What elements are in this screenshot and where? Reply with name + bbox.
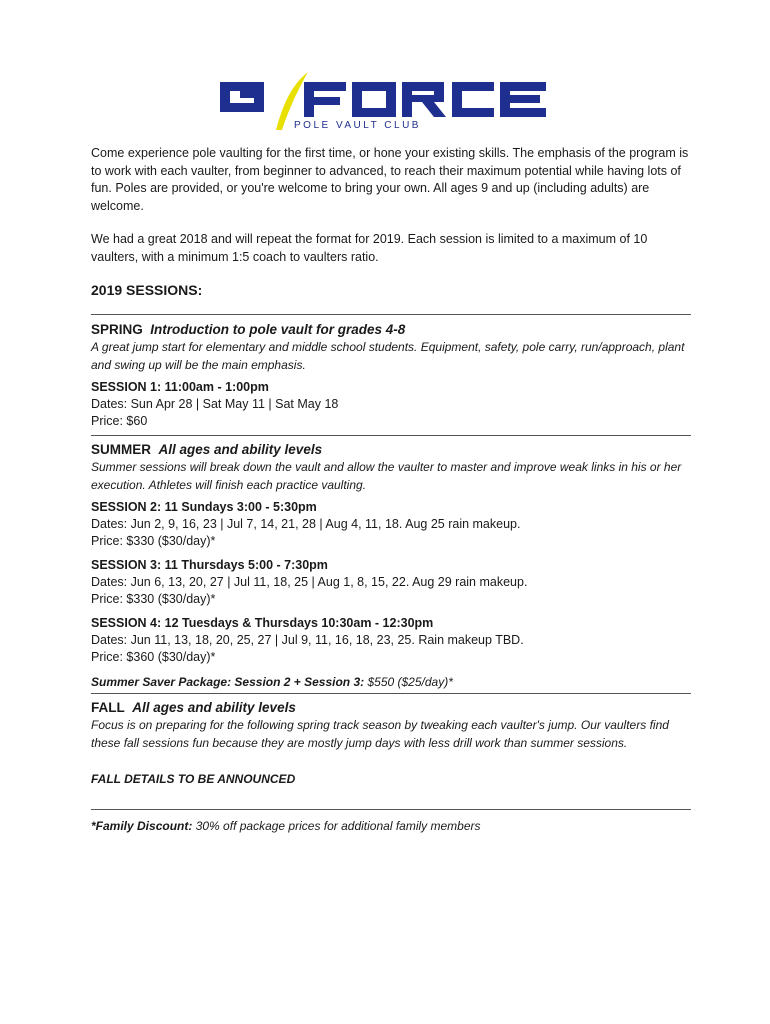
logo-letter-o [352,82,396,117]
gforce-logo [216,68,552,132]
sessions-heading: 2019 SESSIONS: [91,282,203,298]
session-2-price: Price: $330 ($30/day)* [91,534,216,548]
logo-letter-r [402,82,446,117]
summer-description: Summer sessions will break down the vault and allow the vaulter to master and improve weak links in his or her execution. Athletes will finish each practice vaulting. [91,460,682,492]
spring-description: A great jump start for elementary and middle school students. Equipment, safety, pole carry, run/approach, plant and swing up will be the main emphasis. [91,340,685,372]
logo-letter-e [500,82,546,117]
summer-saver-package: Summer Saver Package: Session 2 + Session 3: $550 ($25/day)* [91,675,453,689]
family-discount-note: *Family Discount: 30% off package prices for additional family members [91,819,481,833]
session-4-dates: Dates: Jun 11, 13, 18, 20, 25, 27 | Jul 9, 11, 16, 18, 23, 25. Rain makeup TBD. [91,633,524,647]
logo-letter-f [304,82,346,117]
divider [91,693,691,694]
session-4-title: SESSION 4: 12 Tuesdays & Thursdays 10:30am - 12:30pm [91,616,434,630]
session-2-dates: Dates: Jun 2, 9, 16, 23 | Jul 7, 14, 21, 28 | Aug 4, 11, 18. Aug 25 rain makeup. [91,517,521,531]
intro-paragraph: Come experience pole vaulting for the first time, or hone your existing skills. The emphasis of the program is to work with each vaulter, from beginner to advanced, to reach their maximum potential while having lots of fun. Poles are provided, or you're welcome to bring your own. All ages 9 and up (including adults) are welcome. [91,146,689,213]
session-1-dates: Dates: Sun Apr 28 | Sat May 11 | Sat May 18 [91,397,339,411]
session-2-title: SESSION 2: 11 Sundays 3:00 - 5:30pm [91,500,317,514]
fall-description: Focus is on preparing for the following spring track season by tweaking each vaulter's jump. Our vaulters find these fall sessions fun because they are mostly jump days with less drill work than summer sessions. [91,718,669,750]
session-3-title: SESSION 3: 11 Thursdays 5:00 - 7:30pm [91,558,328,572]
logo-letter-g [220,82,264,112]
session-1-title: SESSION 1: 11:00am - 1:00pm [91,380,269,394]
fall-heading: FALL All ages and ability levels [91,700,296,715]
fall-details-note: FALL DETAILS TO BE ANNOUNCED [91,772,296,786]
logo-letter-c [452,82,494,117]
format-paragraph: We had a great 2018 and will repeat the format for 2019. Each session is limited to a maximum of 10 vaulters, with a minimum 1:5 coach to vaulters ratio. [91,232,648,264]
session-1-price: Price: $60 [91,414,148,428]
session-3-dates: Dates: Jun 6, 13, 20, 27 | Jul 11, 18, 25 | Aug 1, 8, 15, 22. Aug 29 rain makeup. [91,575,528,589]
session-4-price: Price: $360 ($30/day)* [91,650,216,664]
divider [91,314,691,315]
logo-tagline: POLE VAULT CLUB [294,120,421,131]
divider [91,435,691,436]
summer-heading: SUMMER All ages and ability levels [91,442,323,457]
divider [91,809,691,810]
session-3-price: Price: $330 ($30/day)* [91,592,216,606]
spring-heading: SPRING Introduction to pole vault for grades 4-8 [91,322,406,337]
